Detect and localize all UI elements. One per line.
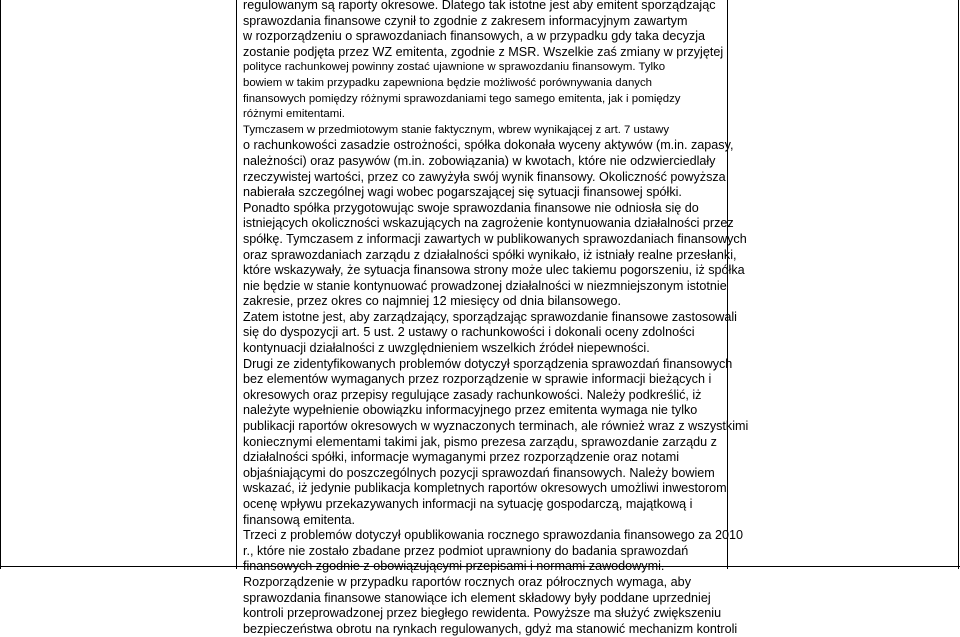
text-line: bez elementów wymaganych przez rozporządzenie w sprawie informacji bieżących i xyxy=(243,372,712,387)
text-line: o rachunkowości zasadzie ostrożności, spółka dokonała wyceny aktywów (m.in. zapasy, xyxy=(243,138,734,153)
text-cell xyxy=(243,0,749,637)
text-line: które wskazywały, że sytuacja finansowa strony może ulec takiemu pogorszeniu, iż spółka xyxy=(243,263,745,278)
text-line: nie będzie w stanie kontynuować prowadzonej działalności w niezmniejszonym istotnie xyxy=(243,278,727,293)
text-line: finansową emitenta. xyxy=(243,512,356,527)
text-line: finansowych zgodnie z obowiązującymi przepisami i normami zawodowymi. xyxy=(243,559,665,574)
text-line: Rozporządzenie w przypadku raportów rocznych oraz półrocznych wymaga, aby xyxy=(243,574,691,589)
column-divider xyxy=(236,0,237,569)
text-line: sprawozdania finansowe stanowiące ich element składowy były poddane uprzedniej xyxy=(243,590,711,605)
text-line: kontynuacji działalności z uwzględnieniem wszelkich źródeł niepewności. xyxy=(243,341,650,356)
text-line: publikacji raportów okresowych w wyznaczonych terminach, ale również wraz z wszystkimi xyxy=(243,419,749,434)
text-line: działalności spółki, informacje wymaganymi przez rozporządzenie oraz notami xyxy=(243,450,680,465)
text-line: oraz sprawozdaniach zarządu z działalności spółki wynikało, iż istniały realne przesłanki, xyxy=(243,247,737,262)
text-line: Tymczasem w przedmiotowym stanie faktycznym, wbrew wynikającej z art. 7 ustawy xyxy=(243,123,670,136)
text-line: wskazać, iż jedynie publikacja kompletnych raportów okresowych umożliwi inwestorom xyxy=(243,481,727,496)
text-line: bowiem w takim przypadku zapewniona będzie możliwość porównywania danych xyxy=(243,76,653,89)
text-line: rzeczywistej wartości, przez co zawyżyła swój wynik finansowy. Okoliczność powyższa xyxy=(243,169,726,184)
text-line: regulowanym są raporty okresowe. Dlatego tak istotne jest aby emitent sporządzając xyxy=(243,0,716,12)
text-line: r., które nie zostało zbadane przez podmiot uprawniony do badania sprawozdań xyxy=(243,543,689,558)
text-line: różnymi emitentami. xyxy=(243,108,345,121)
column-divider xyxy=(727,0,728,569)
text-line: w rozporządzeniu o sprawozdaniach finansowych, a w przypadku gdy taka decyzja xyxy=(243,29,706,44)
text-line: koniecznymi elementami takimi jak, pismo prezesa zarządu, sprawozdanie zarządu z xyxy=(243,434,717,449)
text-line: Drugi ze zidentyfikowanych problemów dotyczył sporządzenia sprawozdań finansowych xyxy=(243,356,733,371)
text-line: polityce rachunkowej powinny zostać ujawnione w sprawozdaniu finansowym. Tylko xyxy=(243,61,666,74)
text-line: kontroli przeprowadzonej przez biegłego rewidenta. Powyższe ma służyć zwiększeniu xyxy=(243,606,722,621)
text-line: okresowych oraz przepisy regulujące zasady rachunkowości. Należy podkreślić, iż xyxy=(243,387,702,402)
text-line: zakresie, przez okres co najmniej 12 miesięcy od dnia bilansowego. xyxy=(243,294,622,309)
text-line: finansowych pomiędzy różnymi sprawozdaniami tego samego emitenta, jak i pomiędzy xyxy=(243,92,681,105)
text-line: objaśniającymi do poszczególnych pozycji sprawozdań finansowych. Należy bowiem xyxy=(243,465,715,480)
table-left-border xyxy=(0,0,1,569)
text-line: Zatem istotne jest, aby zarządzający, sporządzając sprawozdanie finansowe zastosowali xyxy=(243,309,737,324)
text-line: sprawozdania finansowe czynił to zgodnie z zakresem informacyjnym zawartym xyxy=(243,13,688,28)
text-line: Ponadto spółka przygotowując swoje sprawozdania finansowe nie odniosła się do xyxy=(243,200,699,215)
text-line: ocenę wpływu przekazywanych informacji na sytuację gospodarczą, majątkową i xyxy=(243,497,693,511)
text-line: nabierała szczególnej wagi wobec pogarszającej się sytuacji finansowej spółki. xyxy=(243,185,682,200)
text-line: należności) oraz pasywów (m.in. zobowiązania) w kwotach, które nie odzwierciedlały xyxy=(243,153,716,168)
table-right-border xyxy=(958,0,959,569)
text-line: bezpieczeństwa obrotu na rynkach regulowanych, gdyż ma stanowić mechanizm kontroli xyxy=(243,621,738,636)
text-line: się do dyspozycji art. 5 ust. 2 ustawy o rachunkowości i dokonali oceny zdolności xyxy=(243,325,695,340)
text-line: Trzeci z problemów dotyczył opublikowania rocznego sprawozdania finansowego za 2010 xyxy=(243,528,744,543)
text-line: należyte wypełnienie obowiązku informacyjnego przez emitenta wymaga nie tylko xyxy=(243,403,698,418)
text-line: spółkę. Tymczasem z informacji zawartych w publikowanych sprawozdaniach finansowych xyxy=(243,231,747,246)
text-line: zostanie podjęta przez WZ emitenta, zgodnie z MSR. Wszelkie zaś zmiany w przyjętej xyxy=(243,44,724,59)
text-line: istniejących okoliczności wskazujących na zagrożenie kontynuowania działalności przez xyxy=(243,216,734,231)
